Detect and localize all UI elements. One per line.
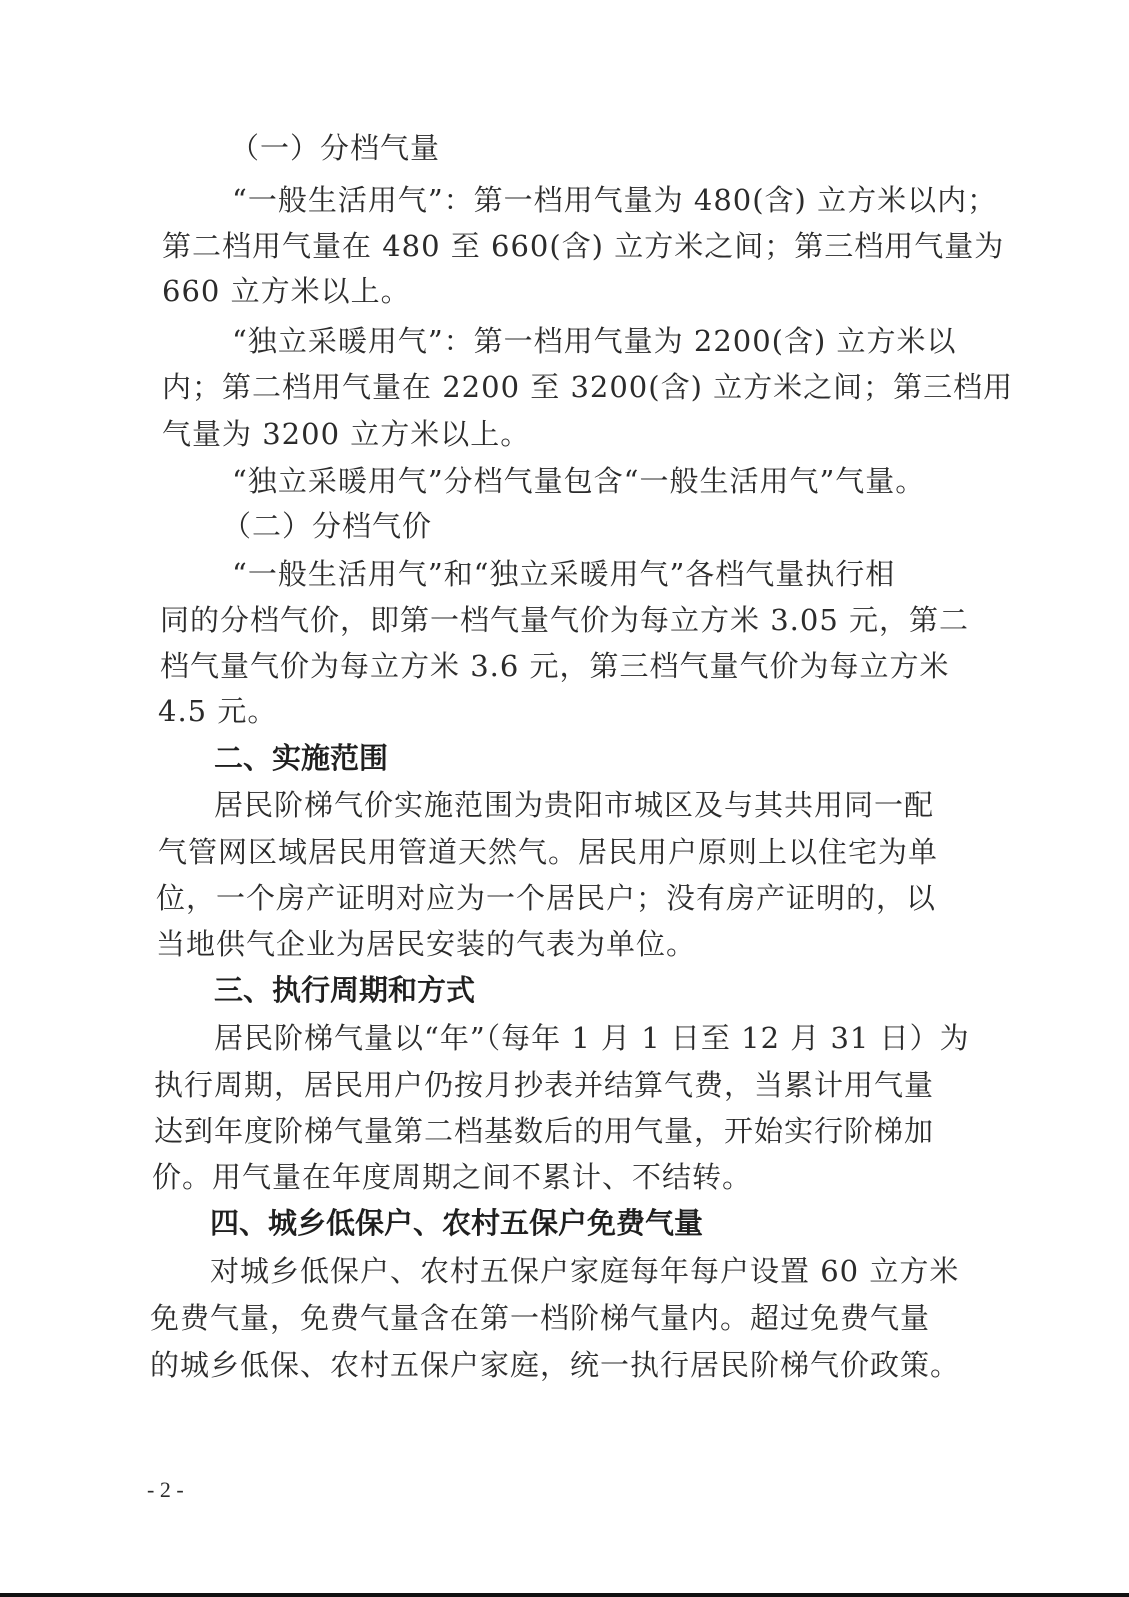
subheading-tiered-price: （二）分档气价 (222, 509, 433, 543)
paragraph-line: 免费气量，免费气量含在第一档阶梯气量内。超过免费气量 (150, 1301, 931, 1335)
paragraph-line: 660 立方米以上。 (162, 274, 411, 308)
paragraph-line: 同的分档气价，即第一档气量气价为每立方米 3.05 元，第二 (160, 603, 970, 637)
page-bottom-border (0, 1593, 1129, 1597)
section-heading-free-gas: 四、城乡低保户、农村五保户免费气量 (210, 1206, 704, 1240)
paragraph-line: 当地供气企业为居民安装的气表为单位。 (156, 927, 697, 961)
paragraph-line: “独立采暖用气”分档气量包含“一般生活用气”气量。 (232, 464, 926, 498)
paragraph-line: “一般生活用气”：第一档用气量为 480(含) 立方米以内； (232, 183, 998, 217)
paragraph-line: 第二档用气量在 480 至 660(含) 立方米之间；第三档用气量为 (162, 229, 1005, 263)
page-number: - 2 - (147, 1477, 184, 1502)
paragraph-line: 内；第二档用气量在 2200 至 3200(含) 立方米之间；第三档用 (162, 370, 1014, 404)
paragraph-line: “独立采暖用气”：第一档用气量为 2200(含) 立方米以 (232, 324, 957, 358)
subheading-tiered-volume: （一）分档气量 (230, 131, 441, 165)
paragraph-line: 达到年度阶梯气量第二档基数后的用气量，开始实行阶梯加 (154, 1114, 935, 1148)
paragraph-line: 档气量气价为每立方米 3.6 元，第三档气量气价为每立方米 (160, 649, 950, 683)
paragraph-line: 执行周期，居民用户仍按月抄表并结算气费，当累计用气量 (154, 1068, 935, 1102)
paragraph-line: 位，一个房产证明对应为一个居民户；没有房产证明的，以 (156, 881, 937, 915)
paragraph-line: 价。用气量在年度周期之间不累计、不结转。 (152, 1160, 753, 1194)
section-heading-cycle: 三、执行周期和方式 (214, 973, 476, 1007)
paragraph-line: 居民阶梯气价实施范围为贵阳市城区及与其共用同一配 (214, 788, 935, 822)
paragraph-line: 居民阶梯气量以“年”（每年 1 月 1 日至 12 月 31 日）为 (214, 1021, 970, 1055)
paragraph-line: 气量为 3200 立方米以上。 (162, 417, 531, 451)
paragraph-line: “一般生活用气”和“独立采暖用气”各档气量执行相 (232, 557, 896, 591)
paragraph-line: 对城乡低保户、农村五保户家庭每年每户设置 60 立方米 (210, 1254, 960, 1288)
section-heading-scope: 二、实施范围 (214, 741, 389, 775)
paragraph-line: 气管网区域居民用管道天然气。居民用户原则上以住宅为单 (158, 835, 939, 869)
paragraph-line: 4.5 元。 (158, 694, 278, 728)
paragraph-line: 的城乡低保、农村五保户家庭，统一执行居民阶梯气价政策。 (150, 1348, 961, 1382)
